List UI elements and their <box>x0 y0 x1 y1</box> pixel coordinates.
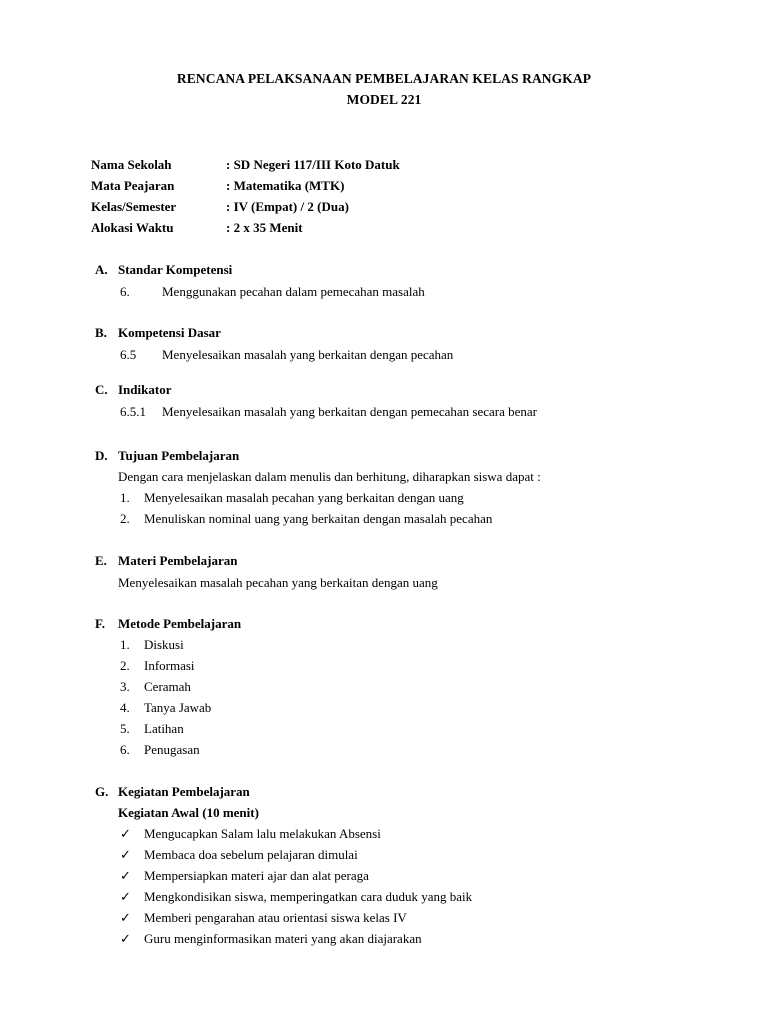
section-letter: F. <box>95 616 105 631</box>
activity-subtitle: Kegiatan Awal (10 menit) <box>118 805 259 820</box>
list-item <box>120 741 211 762</box>
list-number: 2. <box>120 511 130 526</box>
list-number: 6. <box>120 742 130 757</box>
objectives-intro: Dengan cara menjelaskan dalam menulis dan berhitung, diharapkan siswa dapat : <box>118 469 541 484</box>
competency-line <box>120 346 453 363</box>
list-item <box>120 657 211 678</box>
list-number: 3. <box>120 679 130 694</box>
section-heading <box>95 381 171 402</box>
section-heading <box>95 783 250 804</box>
list-item <box>120 678 211 699</box>
list-number: 1. <box>120 490 130 505</box>
section-letter: E. <box>95 553 107 568</box>
info-label: Mata Peajaran <box>91 178 175 193</box>
list-text: Memberi pengarahan atau orientasi siswa kelas IV <box>144 910 407 925</box>
checkmark-icon: ✓ <box>120 847 131 862</box>
section-title: Indikator <box>118 382 172 397</box>
section-title: Kompetensi Dasar <box>118 325 221 340</box>
section-heading <box>95 261 232 282</box>
section-materi-pembelajaran <box>95 552 237 573</box>
list-text: Diskusi <box>144 637 184 652</box>
info-row <box>91 177 400 198</box>
list-item <box>120 867 472 888</box>
competency-text: Menyelesaikan masalah yang berkaitan dengan pecahan <box>162 347 454 362</box>
checkmark-icon: ✓ <box>120 826 131 841</box>
material-text: Menyelesaikan masalah pecahan yang berkaitan dengan uang <box>118 575 438 590</box>
section-title: Materi Pembelajaran <box>118 553 238 568</box>
section-heading <box>95 552 237 573</box>
info-value: : SD Negeri 117/III Koto Datuk <box>226 157 400 172</box>
competency-number: 6. <box>120 284 130 299</box>
document-title: RENCANA PELAKSANAAN PEMBELAJARAN KELAS RANGKAP <box>176 71 592 86</box>
section-kompetensi-dasar <box>95 324 221 345</box>
list-item <box>120 825 472 846</box>
list-item <box>120 636 211 657</box>
checkmark-icon: ✓ <box>120 910 131 925</box>
section-title: Metode Pembelajaran <box>118 616 242 631</box>
competency-number: 6.5 <box>120 347 137 362</box>
list-text: Membaca doa sebelum pelajaran dimulai <box>144 847 358 862</box>
list-item <box>120 510 492 531</box>
indicator-line <box>120 403 537 420</box>
list-text: Mempersiapkan materi ajar dan alat peraga <box>144 868 369 883</box>
methods-list <box>120 636 211 762</box>
section-kegiatan-pembelajaran <box>95 783 250 804</box>
section-letter: A. <box>95 262 108 277</box>
section-heading <box>95 615 241 636</box>
list-text: Penugasan <box>144 742 200 757</box>
list-item <box>120 909 472 930</box>
list-text: Tanya Jawab <box>144 700 212 715</box>
info-row <box>91 198 400 219</box>
list-text: Informasi <box>144 658 195 673</box>
list-item <box>120 888 472 909</box>
section-letter: G. <box>95 784 109 799</box>
section-heading <box>95 324 221 345</box>
document-subtitle: MODEL 221 <box>346 92 422 107</box>
section-letter: C. <box>95 382 108 397</box>
list-item <box>120 930 472 951</box>
competency-text: Menggunakan pecahan dalam pemecahan masalah <box>162 284 425 299</box>
info-value: : Matematika (MTK) <box>226 178 345 193</box>
section-title: Standar Kompetensi <box>118 262 233 277</box>
indicator-number: 6.5.1 <box>120 404 146 419</box>
section-indikator <box>95 381 171 402</box>
list-text: Ceramah <box>144 679 191 694</box>
objectives-list <box>120 489 492 531</box>
list-number: 1. <box>120 637 130 652</box>
list-item <box>120 720 211 741</box>
section-letter: D. <box>95 448 108 463</box>
info-row <box>91 219 400 240</box>
section-metode-pembelajaran <box>95 615 241 636</box>
list-text: Menuliskan nominal uang yang berkaitan dengan masalah pecahan <box>144 511 493 526</box>
list-text: Mengucapkan Salam lalu melakukan Absensi <box>144 826 381 841</box>
list-number: 5. <box>120 721 130 736</box>
list-text: Mengkondisikan siswa, memperingatkan cara duduk yang baik <box>144 889 473 904</box>
section-letter: B. <box>95 325 107 340</box>
info-label: Alokasi Waktu <box>91 220 174 235</box>
indicator-text: Menyelesaikan masalah yang berkaitan dengan pemecahan secara benar <box>162 404 538 419</box>
list-text: Menyelesaikan masalah pecahan yang berkaitan dengan uang <box>144 490 464 505</box>
info-value: : 2 x 35 Menit <box>226 220 303 235</box>
list-item <box>120 699 211 720</box>
list-number: 4. <box>120 700 130 715</box>
checkmark-icon: ✓ <box>120 868 131 883</box>
section-title: Tujuan Pembelajaran <box>118 448 240 463</box>
competency-line <box>120 283 425 300</box>
list-number: 2. <box>120 658 130 673</box>
activities-list <box>120 825 472 951</box>
checkmark-icon: ✓ <box>120 889 131 904</box>
info-row <box>91 156 400 177</box>
identity-table <box>91 156 400 240</box>
list-text: Guru menginformasikan materi yang akan diajarakan <box>144 931 422 946</box>
list-item <box>120 846 472 867</box>
section-tujuan-pembelajaran <box>95 447 239 468</box>
info-label: Nama Sekolah <box>91 157 172 172</box>
section-title: Kegiatan Pembelajaran <box>118 784 250 799</box>
section-standar-kompetensi <box>95 261 232 282</box>
checkmark-icon: ✓ <box>120 931 131 946</box>
info-label: Kelas/Semester <box>91 199 177 214</box>
list-text: Latihan <box>144 721 184 736</box>
section-heading <box>95 447 239 468</box>
info-value: : IV (Empat) / 2 (Dua) <box>226 199 349 214</box>
list-item <box>120 489 492 510</box>
